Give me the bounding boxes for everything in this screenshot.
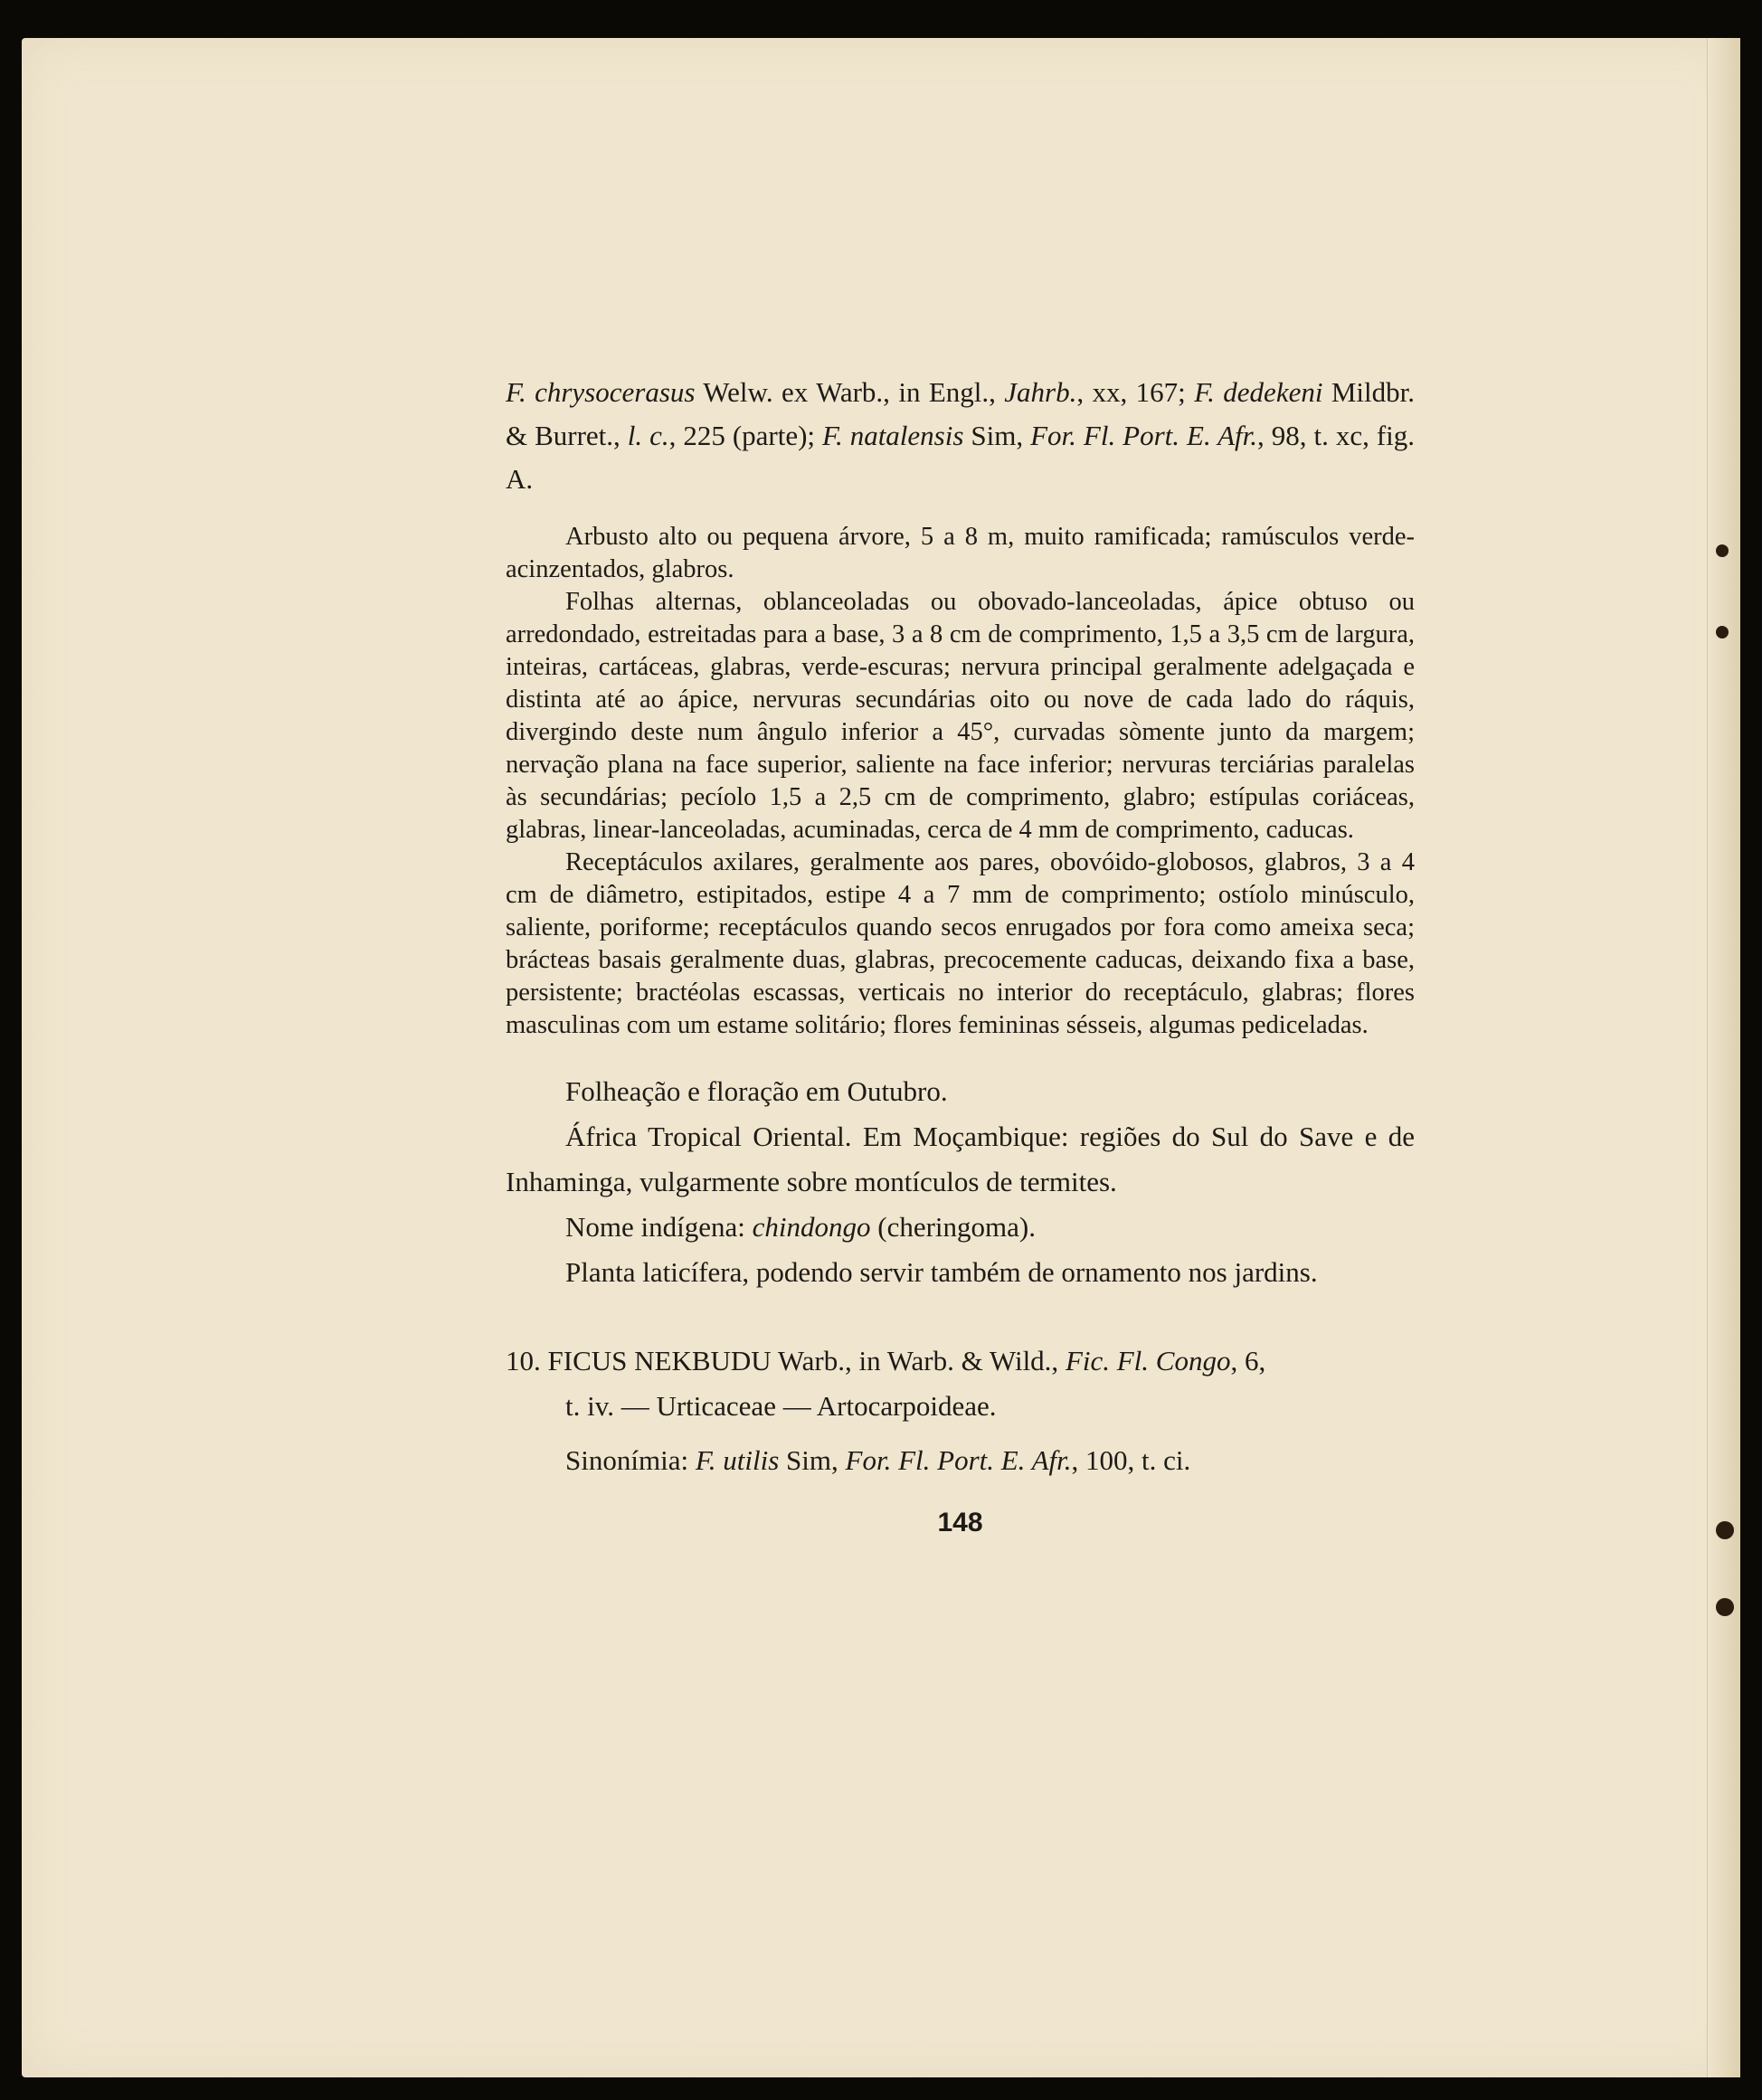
citation-text: Mildbr. & Burret., <box>506 376 1416 451</box>
receptacles-paragraph: Receptáculos axilares, geralmente aos pares, obovóido-globosos, glabros, 3 a 4 cm de diâmetro, estipitados, estipe 4 a 7 mm de comprimento; ostíolo minúsculo, saliente, poriforme; receptáculos quando secos enrugados por fora como ameixa seca; brácteas basais geralmente duas, glabras, precocemente caducas, deixando fixa a base, persistente; bractéolas escassas, verticais no interior do receptáculo, glabras; flores masculinas com um estame solitário; flores femininas sésseis, algumas pediceladas. <box>506 848 1415 1039</box>
citation-text: , 225 (parte); <box>668 420 823 451</box>
native-name-label: Nome indígena: <box>565 1211 753 1243</box>
sinonimia-label: Sinonímia: <box>565 1444 696 1476</box>
synonym-name: F. chrysocerasus <box>506 376 696 408</box>
habit-paragraph: Arbusto alto ou pequena árvore, 5 a 8 m, muito ramificada; ramúsculos verde-acinzentados, glabros. <box>506 523 1415 583</box>
text-block <box>506 371 1415 1541</box>
sinonimia-paragraph <box>506 1438 1415 1483</box>
species-name: FICUS NEKBUDU <box>547 1345 772 1376</box>
species-heading <box>506 1339 1415 1429</box>
native-name-region: (cheringoma). <box>870 1211 1036 1243</box>
book-page <box>22 38 1740 2077</box>
synonym-name: F. dedekeni <box>1194 376 1323 408</box>
citation-work: l. c. <box>627 420 669 451</box>
species-number: 10. <box>506 1345 548 1376</box>
synonym-name: F. utilis <box>695 1444 780 1476</box>
citation-text: , 98, t. xc, fig. A. <box>506 420 1416 495</box>
notes <box>506 1069 1415 1295</box>
description <box>506 521 1415 1042</box>
native-name: chindongo <box>752 1211 871 1243</box>
use-paragraph: Planta laticífera, podendo servir também de ornamento nos jardins. <box>565 1256 1318 1288</box>
citation-text: Welw. ex Warb., in Engl., <box>695 376 1005 408</box>
citation-work: For. Fl. Port. E. Afr. <box>1030 420 1258 451</box>
citation-text: , 100, t. ci. <box>1071 1444 1191 1476</box>
citation-text: , xx, 167; <box>1076 376 1195 408</box>
binding-hole <box>1716 1598 1734 1616</box>
binding-hole <box>1716 544 1729 557</box>
synonymy-paragraph <box>506 371 1415 501</box>
binding-hole <box>1716 626 1729 639</box>
binding-hole <box>1716 1521 1734 1539</box>
distribution-paragraph: África Tropical Oriental. Em Moçambique: regiões do Sul do Save e de Inhaminga, vulgarmente sobre montículos de termites. <box>506 1121 1415 1197</box>
species-family-line: t. iv. — Urticaceae — Artocarpoideae. <box>565 1390 997 1422</box>
citation-text: Sim, <box>963 420 1031 451</box>
citation-text: Sim, <box>779 1444 846 1476</box>
species-author: Warb., in Warb. & Wild., <box>771 1345 1066 1376</box>
species-work: Fic. Fl. Congo <box>1065 1345 1231 1376</box>
phenology-paragraph: Folheação e floração em Outubro. <box>565 1075 948 1107</box>
synonym-name: F. natalensis <box>822 420 964 451</box>
citation-work: For. Fl. Port. E. Afr. <box>845 1444 1072 1476</box>
page-number: 148 <box>937 1508 983 1537</box>
species-ref: , 6, <box>1230 1345 1266 1376</box>
species-heading-line <box>506 1339 1415 1384</box>
citation-work: Jahrb. <box>1004 376 1077 408</box>
leaves-paragraph: Folhas alternas, oblanceoladas ou obovado-lanceoladas, ápice obtuso ou arredondado, estreitadas para a base, 3 a 8 cm de comprimento, 1,5 a 3,5 cm de largura, inteiras, cartáceas, glabras, verde-escuras; nervura principal geralmente adelgaçada e distinta até ao ápice, nervuras secundárias oito ou nove de cada lado do ráquis, divergindo deste num ângulo inferior a 45°, curvadas sòmente junto da margem; nervação plana na face superior, saliente na face inferior; nervuras terciárias paralelas às secundárias; pecíolo 1,5 a 2,5 cm de comprimento, glabro; estípulas coriáceas, glabras, linear-lanceoladas, acuminadas, cerca de 4 mm de comprimento, caducas. <box>506 588 1415 844</box>
native-name-paragraph <box>506 1205 1415 1250</box>
page-edge <box>1707 38 1740 2077</box>
